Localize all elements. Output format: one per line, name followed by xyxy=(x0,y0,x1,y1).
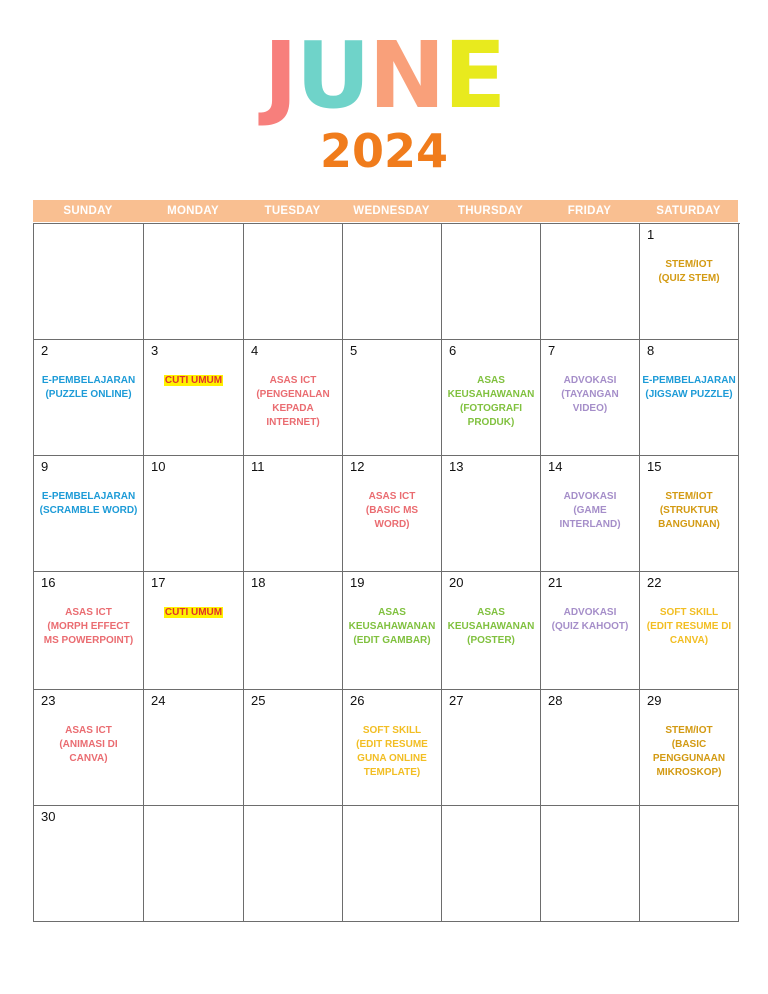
month-letter: N xyxy=(368,22,444,129)
event-text: ADVOKASI (TAYANGAN VIDEO) xyxy=(561,375,619,414)
day-cell xyxy=(343,224,442,340)
weekday-sunday: SUNDAY xyxy=(63,205,113,217)
day-number: 16 xyxy=(41,575,56,590)
day-cell xyxy=(541,572,640,690)
day-cell xyxy=(640,572,739,690)
day-number: 8 xyxy=(647,343,655,358)
day-cell xyxy=(442,690,541,806)
day-cell xyxy=(541,340,640,456)
day-cell xyxy=(244,572,343,690)
day-cell xyxy=(34,224,144,340)
day-number: 23 xyxy=(41,693,56,708)
day-number: 29 xyxy=(647,693,662,708)
day-cell xyxy=(244,224,343,340)
event-label xyxy=(541,606,639,634)
event-label xyxy=(442,606,540,648)
day-cell xyxy=(640,690,739,806)
holiday-label xyxy=(144,606,243,620)
event-text: E-PEMBELAJARAN (PUZZLE ONLINE) xyxy=(41,375,136,400)
event-label xyxy=(442,374,540,430)
day-cell xyxy=(144,224,244,340)
event-label xyxy=(640,724,738,780)
calendar-grid xyxy=(33,223,740,922)
day-number: 19 xyxy=(350,575,365,590)
event-text: STEM/IOT (STRUKTUR BANGUNAN) xyxy=(658,491,720,530)
event-label xyxy=(34,606,143,648)
event-text: ADVOKASI (QUIZ KAHOOT) xyxy=(551,607,629,632)
day-cell xyxy=(34,340,144,456)
event-text: SOFT SKILL (EDIT RESUME GUNA ONLINE TEMPLATE) xyxy=(356,725,428,778)
day-number: 30 xyxy=(41,809,56,824)
day-cell xyxy=(244,690,343,806)
day-number: 27 xyxy=(449,693,464,708)
month-letter: E xyxy=(443,22,505,129)
day-number: 6 xyxy=(449,343,457,358)
event-text: ASAS ICT (ANIMASI DI CANVA) xyxy=(59,725,118,764)
event-text: SOFT SKILL (EDIT RESUME DI CANVA) xyxy=(646,607,732,646)
event-label xyxy=(541,490,639,532)
day-cell xyxy=(244,340,343,456)
day-number: 2 xyxy=(41,343,49,358)
day-number: 14 xyxy=(548,459,563,474)
day-number: 10 xyxy=(151,459,166,474)
day-number: 3 xyxy=(151,343,159,358)
day-number: 5 xyxy=(350,343,358,358)
day-cell xyxy=(640,806,739,922)
day-cell xyxy=(144,690,244,806)
event-text: ASAS KEUSAHAWANAN (POSTER) xyxy=(447,607,535,646)
day-cell xyxy=(541,224,640,340)
day-number: 25 xyxy=(251,693,266,708)
weekday-tuesday: TUESDAY xyxy=(264,205,321,217)
event-label xyxy=(343,724,441,780)
year-title: 2024 xyxy=(319,124,449,178)
day-cell xyxy=(34,456,144,572)
event-label xyxy=(640,606,738,648)
weekday-header xyxy=(33,200,738,222)
event-text: STEM/IOT (BASIC PENGGUNAAN MIKROSKOP) xyxy=(652,725,726,778)
day-cell xyxy=(541,690,640,806)
event-label xyxy=(343,606,441,648)
day-number: 7 xyxy=(548,343,556,358)
day-number: 13 xyxy=(449,459,464,474)
event-label xyxy=(640,374,738,402)
day-cell xyxy=(442,340,541,456)
day-cell xyxy=(640,340,739,456)
weekday-wednesday: WEDNESDAY xyxy=(353,205,430,217)
day-cell xyxy=(34,572,144,690)
day-cell xyxy=(244,456,343,572)
day-number: 4 xyxy=(251,343,259,358)
event-text: STEM/IOT (QUIZ STEM) xyxy=(658,259,720,284)
day-cell xyxy=(442,224,541,340)
day-cell xyxy=(442,456,541,572)
event-label xyxy=(541,374,639,416)
event-text: E-PEMBELAJARAN (SCRAMBLE WORD) xyxy=(39,491,138,516)
day-number: 26 xyxy=(350,693,365,708)
day-number: 1 xyxy=(647,227,655,242)
day-cell xyxy=(640,456,739,572)
event-text: E-PEMBELAJARAN (JIGSAW PUZZLE) xyxy=(642,375,736,400)
event-label xyxy=(640,258,738,286)
day-cell xyxy=(144,340,244,456)
month-title xyxy=(0,22,768,129)
day-number: 28 xyxy=(548,693,563,708)
event-label xyxy=(244,374,342,430)
day-cell xyxy=(640,224,739,340)
day-cell xyxy=(343,806,442,922)
day-cell xyxy=(442,572,541,690)
event-label xyxy=(34,374,143,402)
event-text: ASAS ICT (MORPH EFFECT MS POWERPOINT) xyxy=(43,607,134,646)
event-text: ASAS ICT (PENGENALAN KEPADA INTERNET) xyxy=(256,375,330,428)
day-number: 12 xyxy=(350,459,365,474)
day-cell xyxy=(34,806,144,922)
event-text: ASAS KEUSAHAWANAN (FOTOGRAFI PRODUK) xyxy=(447,375,535,428)
day-cell xyxy=(343,456,442,572)
day-cell xyxy=(343,690,442,806)
day-cell xyxy=(343,340,442,456)
event-text: CUTI UMUM xyxy=(164,375,223,386)
event-label xyxy=(34,724,143,766)
month-letter: U xyxy=(295,22,369,129)
day-number: 22 xyxy=(647,575,662,590)
weekday-friday: FRIDAY xyxy=(567,205,612,217)
day-cell xyxy=(541,806,640,922)
day-number: 21 xyxy=(548,575,563,590)
day-number: 17 xyxy=(151,575,166,590)
month-letter: J xyxy=(263,22,296,129)
day-number: 11 xyxy=(251,459,265,474)
day-cell xyxy=(144,456,244,572)
weekday-monday: MONDAY xyxy=(167,205,219,217)
day-cell xyxy=(144,806,244,922)
day-number: 20 xyxy=(449,575,464,590)
day-cell xyxy=(34,690,144,806)
weekday-thursday: THURSDAY xyxy=(457,205,524,217)
day-number: 9 xyxy=(41,459,49,474)
day-number: 15 xyxy=(647,459,662,474)
day-number: 18 xyxy=(251,575,266,590)
day-cell xyxy=(244,806,343,922)
event-label xyxy=(34,490,143,518)
day-number: 24 xyxy=(151,693,166,708)
event-text: ADVOKASI (GAME INTERLAND) xyxy=(559,491,621,530)
day-cell xyxy=(541,456,640,572)
event-text: ASAS KEUSAHAWANAN (EDIT GAMBAR) xyxy=(348,607,436,646)
event-label xyxy=(640,490,738,532)
day-cell xyxy=(442,806,541,922)
weekday-saturday: SATURDAY xyxy=(656,205,721,217)
event-label xyxy=(343,490,441,532)
event-text: ASAS ICT (BASIC MS WORD) xyxy=(365,491,419,530)
day-cell xyxy=(343,572,442,690)
event-text: CUTI UMUM xyxy=(164,607,223,618)
day-cell xyxy=(144,572,244,690)
holiday-label xyxy=(144,374,243,388)
